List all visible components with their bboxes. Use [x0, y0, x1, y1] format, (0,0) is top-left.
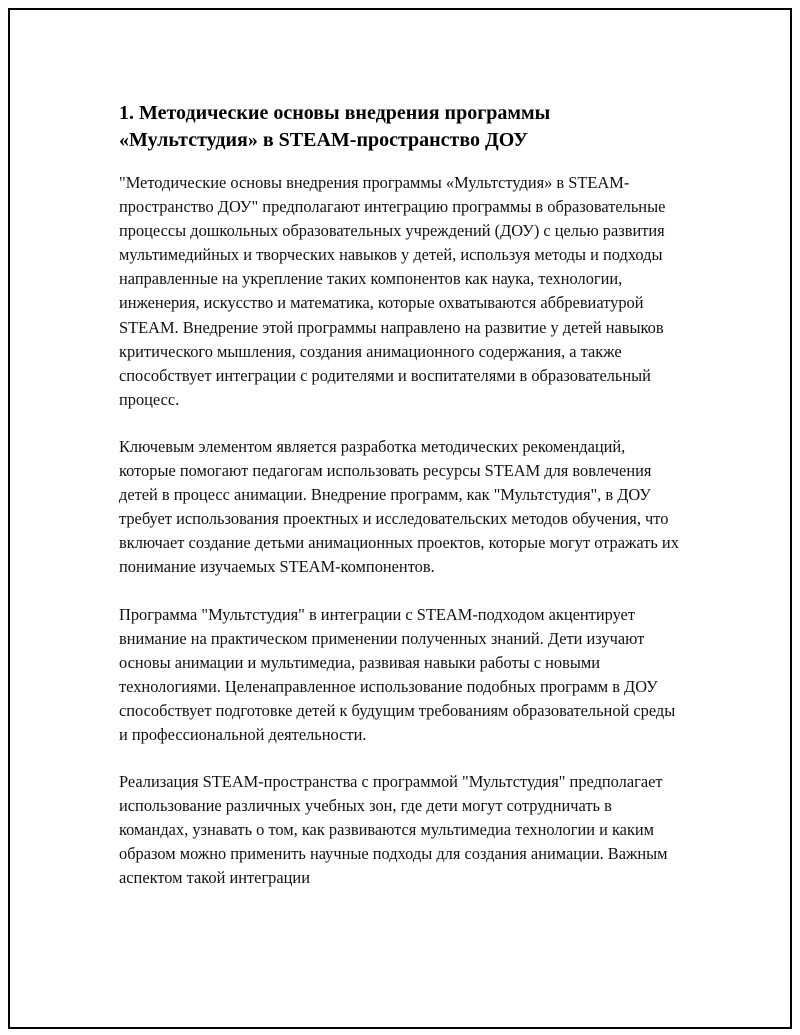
section-heading: 1. Методические основы внедрения программы «Мультстудия» в STEAM-пространство ДОУ	[119, 102, 551, 151]
paragraph-4: Реализация STEAM-пространства с программой "Мультстудия" предполагает использование различных учебных зон, где дети могут сотрудничать в командах, узнавать о том, как развиваются мультимедиа технологии и каким образом можно применить научные подходы для создания анимации. Важным аспектом такой интеграции	[119, 772, 668, 888]
page-frame	[8, 8, 792, 1029]
paragraph-3: Программа "Мультстудия" в интеграции с STEAM-подходом акцентирует внимание на практическом применении полученных знаний. Дети изучают основы анимации и мультимедиа, развивая навыки работы с новыми технологиями. Целенаправленное использование подобных программ в ДОУ способствует подготовке детей к будущим требованиям образовательной среды и профессиональной деятельности.	[119, 604, 676, 744]
paragraph-1: "Методические основы внедрения программы «Мультстудия» в STEAM-пространство ДОУ" предполагают интеграцию программы в образовательные процессы дошкольных образовательных учреждений (ДОУ) с целью развития мультимедийных и творческих навыков у детей, используя методы и подходы направленные на укрепление таких компонентов как наука, технологии, инженерия, искусство и математика, которые охватываются аббревиатурой STEAM. Внедрение этой программы направлено на развитие у детей навыков критического мышления, создания анимационного содержания, а также способствует интеграции с родителями и воспитателями в образовательный процесс.	[119, 173, 666, 409]
paragraph-2: Ключевым элементом является разработка методических рекомендаций, которые помогают педагогам использовать ресурсы STEAM для вовлечения детей в процесс анимации. Внедрение программ, как "Мультстудия", в ДОУ требует использования проектных и исследовательских методов обучения, что включает создание детьми анимационных проектов, которые могут отражать их понимание изучаемых STEAM-компонентов.	[119, 436, 679, 577]
document-body	[119, 100, 679, 914]
